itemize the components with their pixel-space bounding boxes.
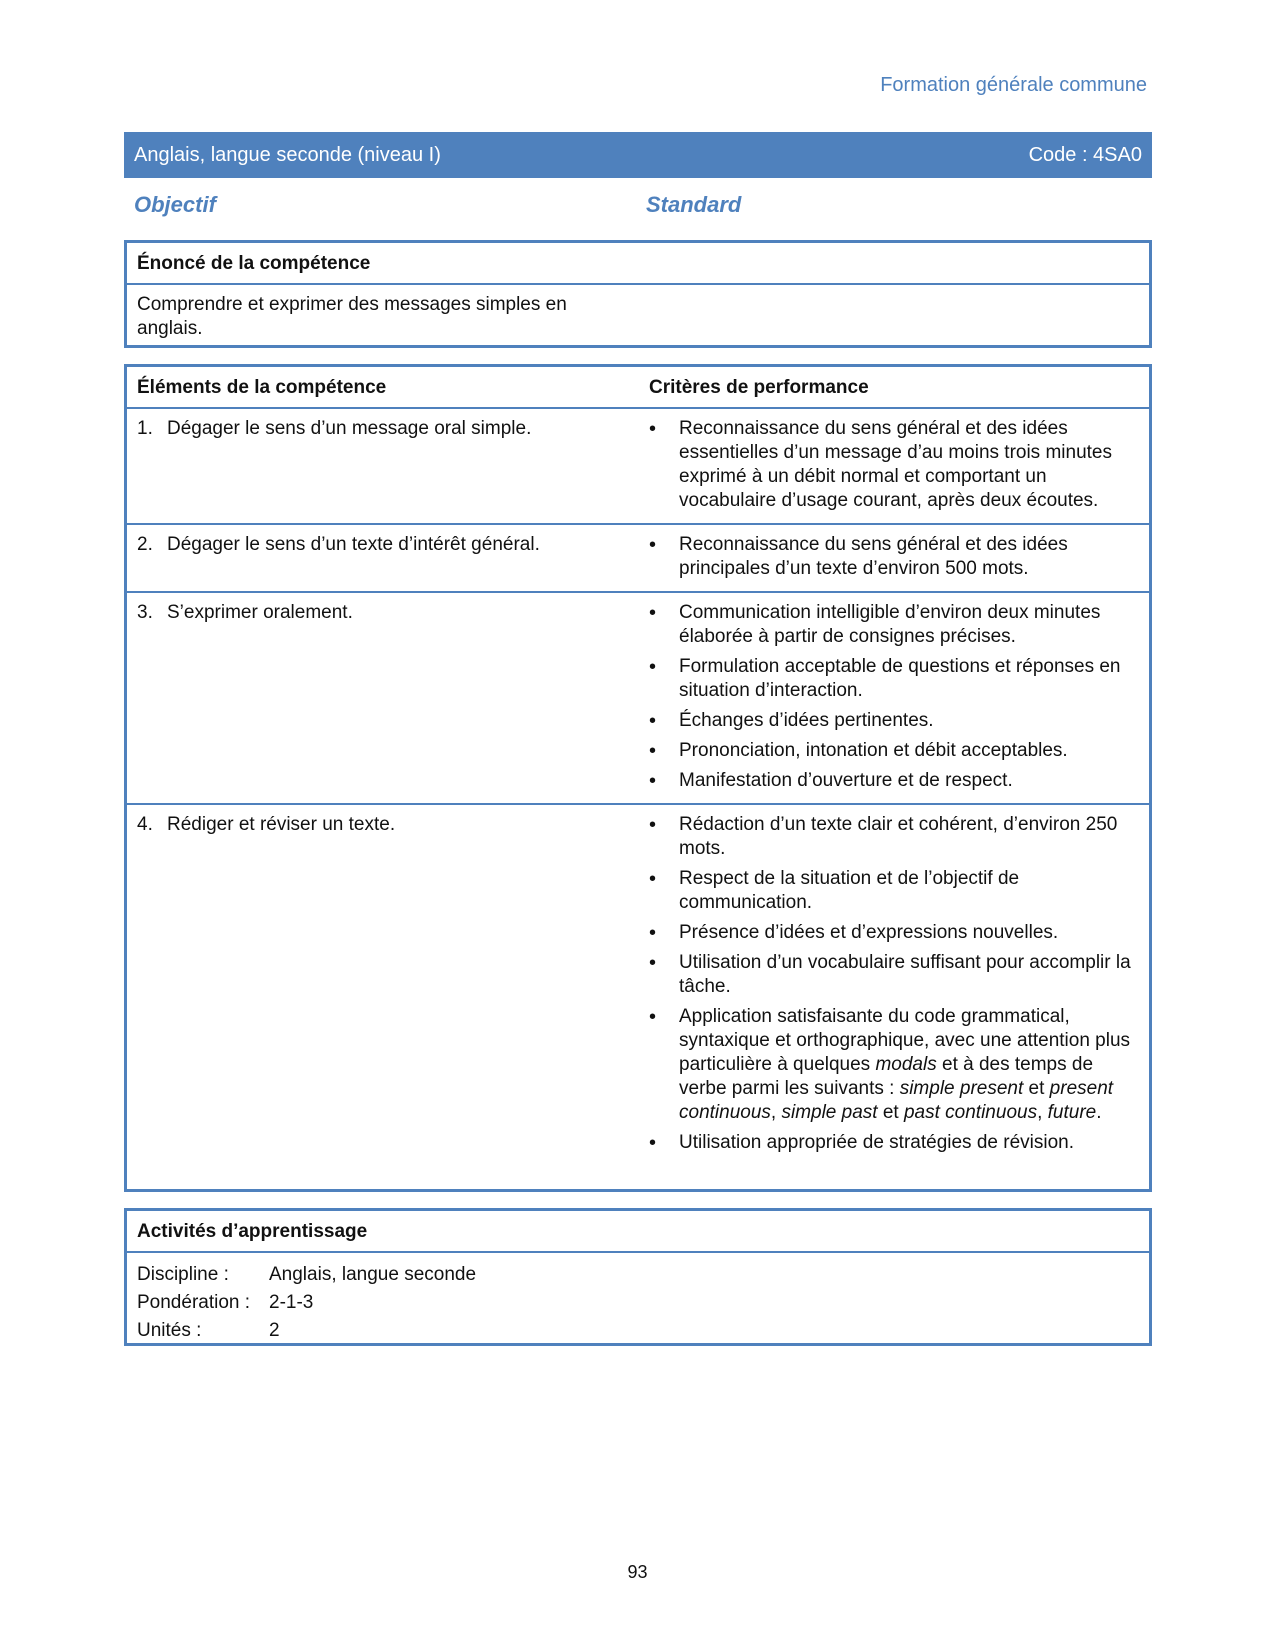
objectif-standard-row [134, 192, 1152, 224]
grammar-text: , [770, 1102, 782, 1123]
criterion-item: • Présence d’idées et d’expressions nouvelles. [649, 921, 1139, 945]
element-text: S’exprimer oralement. [167, 602, 353, 623]
table-row [127, 592, 1149, 804]
ponderation-row [137, 1289, 1139, 1317]
elements-column-header: Éléments de la compétence [127, 367, 639, 408]
program-title: Formation générale commune [880, 74, 1147, 96]
element-number: 3. [137, 602, 153, 623]
unites-row [137, 1317, 1139, 1345]
learning-activities-box [124, 1208, 1152, 1346]
competence-statement-heading: Énoncé de la compétence [127, 243, 1149, 285]
criterion-item: • Prononciation, intonation et débit acceptables. [649, 739, 1139, 763]
grammar-term: simple present [899, 1078, 1024, 1099]
grammar-term: past continuous [903, 1102, 1038, 1123]
page-number: 93 [627, 1562, 648, 1582]
criteria-cell [639, 408, 1149, 524]
grammar-text: , [1037, 1102, 1048, 1123]
criteria-cell [639, 524, 1149, 592]
competence-statement-box [124, 240, 1152, 348]
grammar-term: modals [875, 1054, 937, 1075]
criterion-item: • Rédaction d’un texte clair et cohérent, d’environ 250 mots. [649, 813, 1139, 861]
criterion-item: • Reconnaissance du sens général et des idées essentielles d’un message d’au moins trois minutes exprimé à un débit normal et comportant un vocabulaire d’usage courant, après deux écoutes. [649, 417, 1139, 513]
element-cell [127, 592, 639, 804]
criterion-item: • Formulation acceptable de questions et réponses en situation d’interaction. [649, 655, 1139, 703]
grammar-term: future [1047, 1102, 1097, 1123]
standard-label: Standard [646, 192, 742, 217]
element-text: Dégager le sens d’un message oral simple. [167, 418, 532, 439]
criterion-item: • Reconnaissance du sens général et des idées principales d’un texte d’environ 500 mots. [649, 533, 1139, 581]
discipline-value: Anglais, langue seconde [269, 1264, 477, 1285]
grammar-term: present continuous [679, 1078, 1114, 1123]
element-number: 1. [137, 418, 153, 439]
criterion-item: • Utilisation appropriée de stratégies de révision. [649, 1131, 1139, 1155]
grammar-text: et à des temps de verbe parmi les suivants : [679, 1054, 1094, 1099]
element-cell [127, 408, 639, 524]
element-text: Rédiger et réviser un texte. [167, 814, 396, 835]
criterion-item: • Échanges d’idées pertinentes. [649, 709, 1139, 733]
criteria-cell [639, 804, 1149, 1165]
ponderation-label: Pondération : [137, 1292, 251, 1313]
grammar-text: et [1023, 1078, 1050, 1099]
table-row [127, 524, 1149, 592]
element-cell [127, 524, 639, 592]
unites-value: 2 [269, 1320, 280, 1341]
table-row [127, 408, 1149, 524]
competence-elements-table [127, 367, 1149, 1165]
learning-activities-heading: Activités d’apprentissage [127, 1211, 1149, 1253]
course-code: Code : 4SA0 [1028, 143, 1142, 166]
element-number: 2. [137, 534, 153, 555]
competence-statement-text: Comprendre et exprimer des messages simples en anglais. [137, 294, 567, 339]
course-banner [124, 132, 1152, 178]
element-number: 4. [137, 814, 153, 835]
discipline-row [137, 1261, 1139, 1289]
criterion-item-grammar [649, 1005, 1139, 1125]
course-title: Anglais, langue seconde (niveau I) [134, 143, 441, 166]
element-text: Dégager le sens d’un texte d’intérêt général. [167, 534, 540, 555]
criterion-item: • Utilisation d’un vocabulaire suffisant pour accomplir la tâche. [649, 951, 1139, 999]
criterion-item: • Respect de la situation et de l’objectif de communication. [649, 867, 1139, 915]
unites-label: Unités : [137, 1320, 202, 1341]
grammar-intro: Application satisfaisante du code grammatical, syntaxique et orthographique, avec une attention plus particulière à quelques [679, 1006, 1131, 1075]
criteria-cell [639, 592, 1149, 804]
ponderation-value: 2-1-3 [269, 1292, 314, 1313]
criteria-column-header: Critères de performance [639, 367, 1149, 408]
grammar-text: . [1096, 1102, 1102, 1123]
competence-elements-table-box [124, 364, 1152, 1192]
table-row [127, 804, 1149, 1165]
learning-activities-body [127, 1253, 1149, 1353]
discipline-label: Discipline : [137, 1264, 229, 1285]
criterion-item: • Communication intelligible d’environ deux minutes élaborée à partir de consignes précises. [649, 601, 1139, 649]
objectif-label: Objectif [134, 192, 216, 217]
grammar-text: et [877, 1102, 904, 1123]
criterion-item: • Manifestation d’ouverture et de respect. [649, 769, 1139, 793]
element-cell [127, 804, 639, 1165]
grammar-term: simple past [781, 1102, 878, 1123]
